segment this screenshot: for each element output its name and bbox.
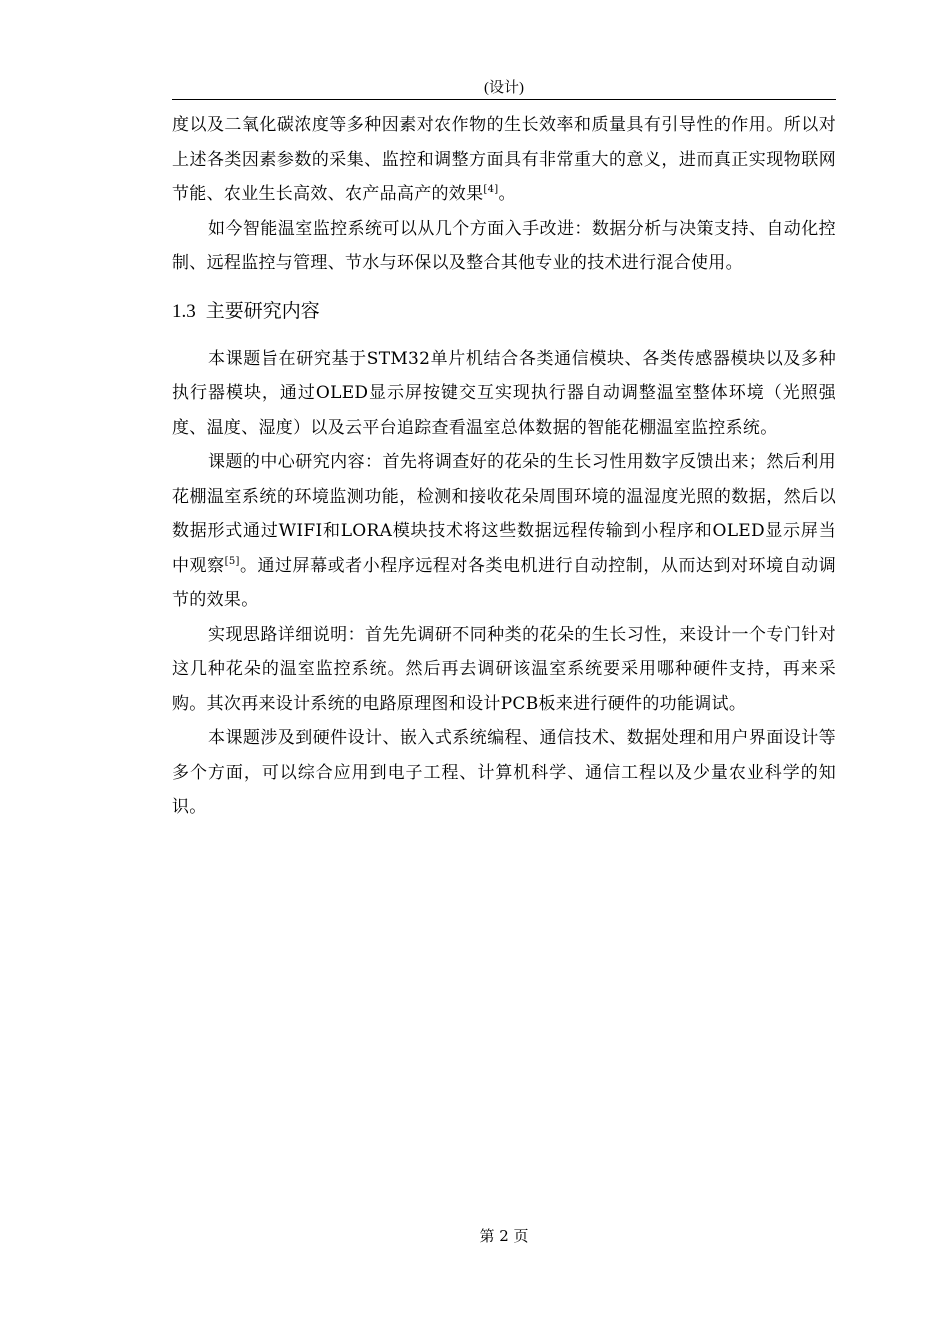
section-number: 1.3 (172, 300, 196, 322)
citation-4[interactable]: [4] (483, 184, 499, 195)
paragraph-approach: 实现思路详细说明：首先先调研不同种类的花朵的生长习性，来设计一个专门针对这几种花朵的温室监控系统。然后再去调研该温室系统要采用哪种硬件支持，再来采购。其次再来设计系统的电路原理图和设计PCB板来进行硬件的功能调试。 (172, 624, 836, 714)
paragraph-scope: 本课题涉及到硬件设计、嵌入式系统编程、通信技术、数据处理和用户界面设计等多个方面，可以综合应用到电子工程、计算机科学、通信工程以及少量农业科学的知识。 (172, 728, 836, 817)
section-title: 主要研究内容 (205, 299, 320, 322)
paragraph-core-content: 课题的中心研究内容：首先将调查好的花朵的生长习性用数字反馈出来；然后利用花棚温室系统的环境监测功能，检测和接收花朵周围环境的温湿度光照的数据，然后以数据形式通过WIFI和LORA模块技术将这些数据远程传输到小程序和OLED显示屏当中观察[5]。通过屏幕或者小程序远程对各类电机进行自动控制，从而达到对环境自动调节的效果。 (172, 452, 836, 610)
document-body (172, 108, 836, 825)
page-header: (设计) (484, 80, 524, 96)
paragraph-continued: 度以及二氧化碳浓度等多种因素对农作物的生长效率和质量具有引导性的作用。所以对上述各类因素参数的采集、监控和调整方面具有非常重大的意义，进而真正实现物联网节能、农业生长高效、农产品高产的效果[4]。 (172, 115, 836, 204)
paragraph-improvements: 如今智能温室监控系统可以从几个方面入手改进：数据分析与决策支持、自动化控制、远程监控与管理、节水与环保以及整合其他专业的技术进行混合使用。 (172, 218, 836, 273)
citation-5[interactable]: [5] (224, 555, 240, 567)
header-divider (172, 99, 836, 100)
section-heading (172, 293, 836, 330)
paragraph-objective: 本课题旨在研究基于STM32单片机结合各类通信模块、各类传感器模块以及多种执行器模块，通过OLED显示屏按键交互实现执行器自动调整温室整体环境（光照强度、温度、湿度）以及云平台追踪查看温室总体数据的智能花棚温室监控系统。 (172, 348, 836, 438)
page-number: 第 2 页 (479, 1227, 529, 1245)
